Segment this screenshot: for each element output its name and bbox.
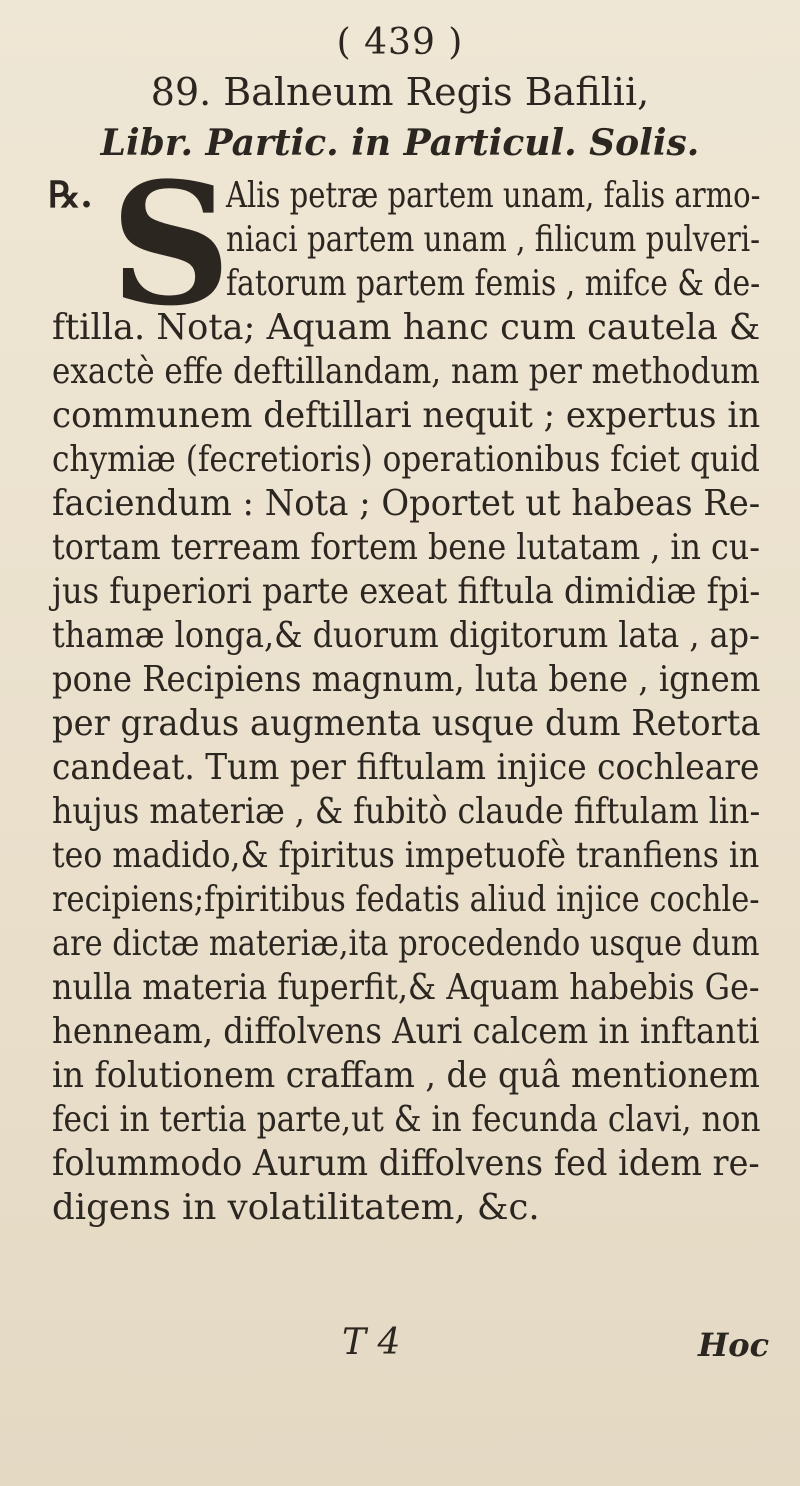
text-line: henneam, diffolvens Auri calcem in inftanti	[52, 1011, 760, 1052]
text-line: candeat. Tum per fiftulam injice cochleare	[52, 747, 760, 788]
text-line: Alis petræ partem unam, falis armo-	[226, 175, 761, 216]
text-line: nulla materia fuperfit,& Aquam habebis Ge-	[52, 967, 760, 1008]
text-line: hujus materiæ , & fubitò claude fiftulam lin-	[52, 791, 761, 832]
text-line: recipiens;fpiritibus fedatis aliud injice cochle-	[52, 879, 760, 920]
text-line: digens in volatilitatem, &c.	[52, 1187, 540, 1228]
text-line: tortam terream fortem bene lutatam , in cu-	[52, 527, 760, 568]
text-line: jus fuperiori parte exeat fiftula dimidiæ fpi-	[52, 571, 761, 612]
signature-mark: T 4	[342, 1322, 401, 1363]
text-line: feci in tertia parte,ut & in fecunda clavi, non	[52, 1099, 761, 1140]
section-subtitle: Libr. Partic. in Particul. Solis.	[100, 122, 700, 164]
text-line: fatorum partem femis , mifce & de-	[226, 263, 761, 304]
text-line: exactè effe deftillandam, nam per methodum	[52, 351, 760, 392]
text-line: faciendum : Nota ; Oportet ut habeas Re-	[52, 483, 761, 524]
text-line: teo madido,& fpiritus impetuofè tranfiens in	[52, 835, 760, 876]
text-line: in folutionem craffam , de quâ mentionem	[52, 1055, 760, 1096]
drop-cap: S	[110, 145, 232, 343]
page-number: ( 439 )	[336, 22, 464, 63]
text-line: per gradus augmenta usque dum Retorta	[52, 703, 761, 744]
recipe-symbol: ℞.	[48, 174, 93, 216]
text-line: communem deftillari nequit ; expertus in	[52, 395, 761, 436]
text-line: folummodo Aurum diffolvens fed idem re-	[52, 1143, 760, 1184]
text-line: ftilla. Nota; Aquam hanc cum cautela &	[52, 307, 761, 348]
catchword: Hoc	[698, 1326, 770, 1364]
text-line: chymiæ (fecretioris) operationibus fciet quid	[52, 439, 760, 480]
section-title: 89. Balneum Regis Bafilii,	[150, 70, 650, 114]
text-line: pone Recipiens magnum, luta bene , ignem	[52, 659, 761, 700]
text-line: niaci partem unam , filicum pulveri-	[226, 219, 761, 260]
text-line: are dictæ materiæ,ita procedendo usque dum	[52, 923, 760, 964]
text-line: thamæ longa,& duorum digitorum lata , ap-	[52, 615, 760, 656]
